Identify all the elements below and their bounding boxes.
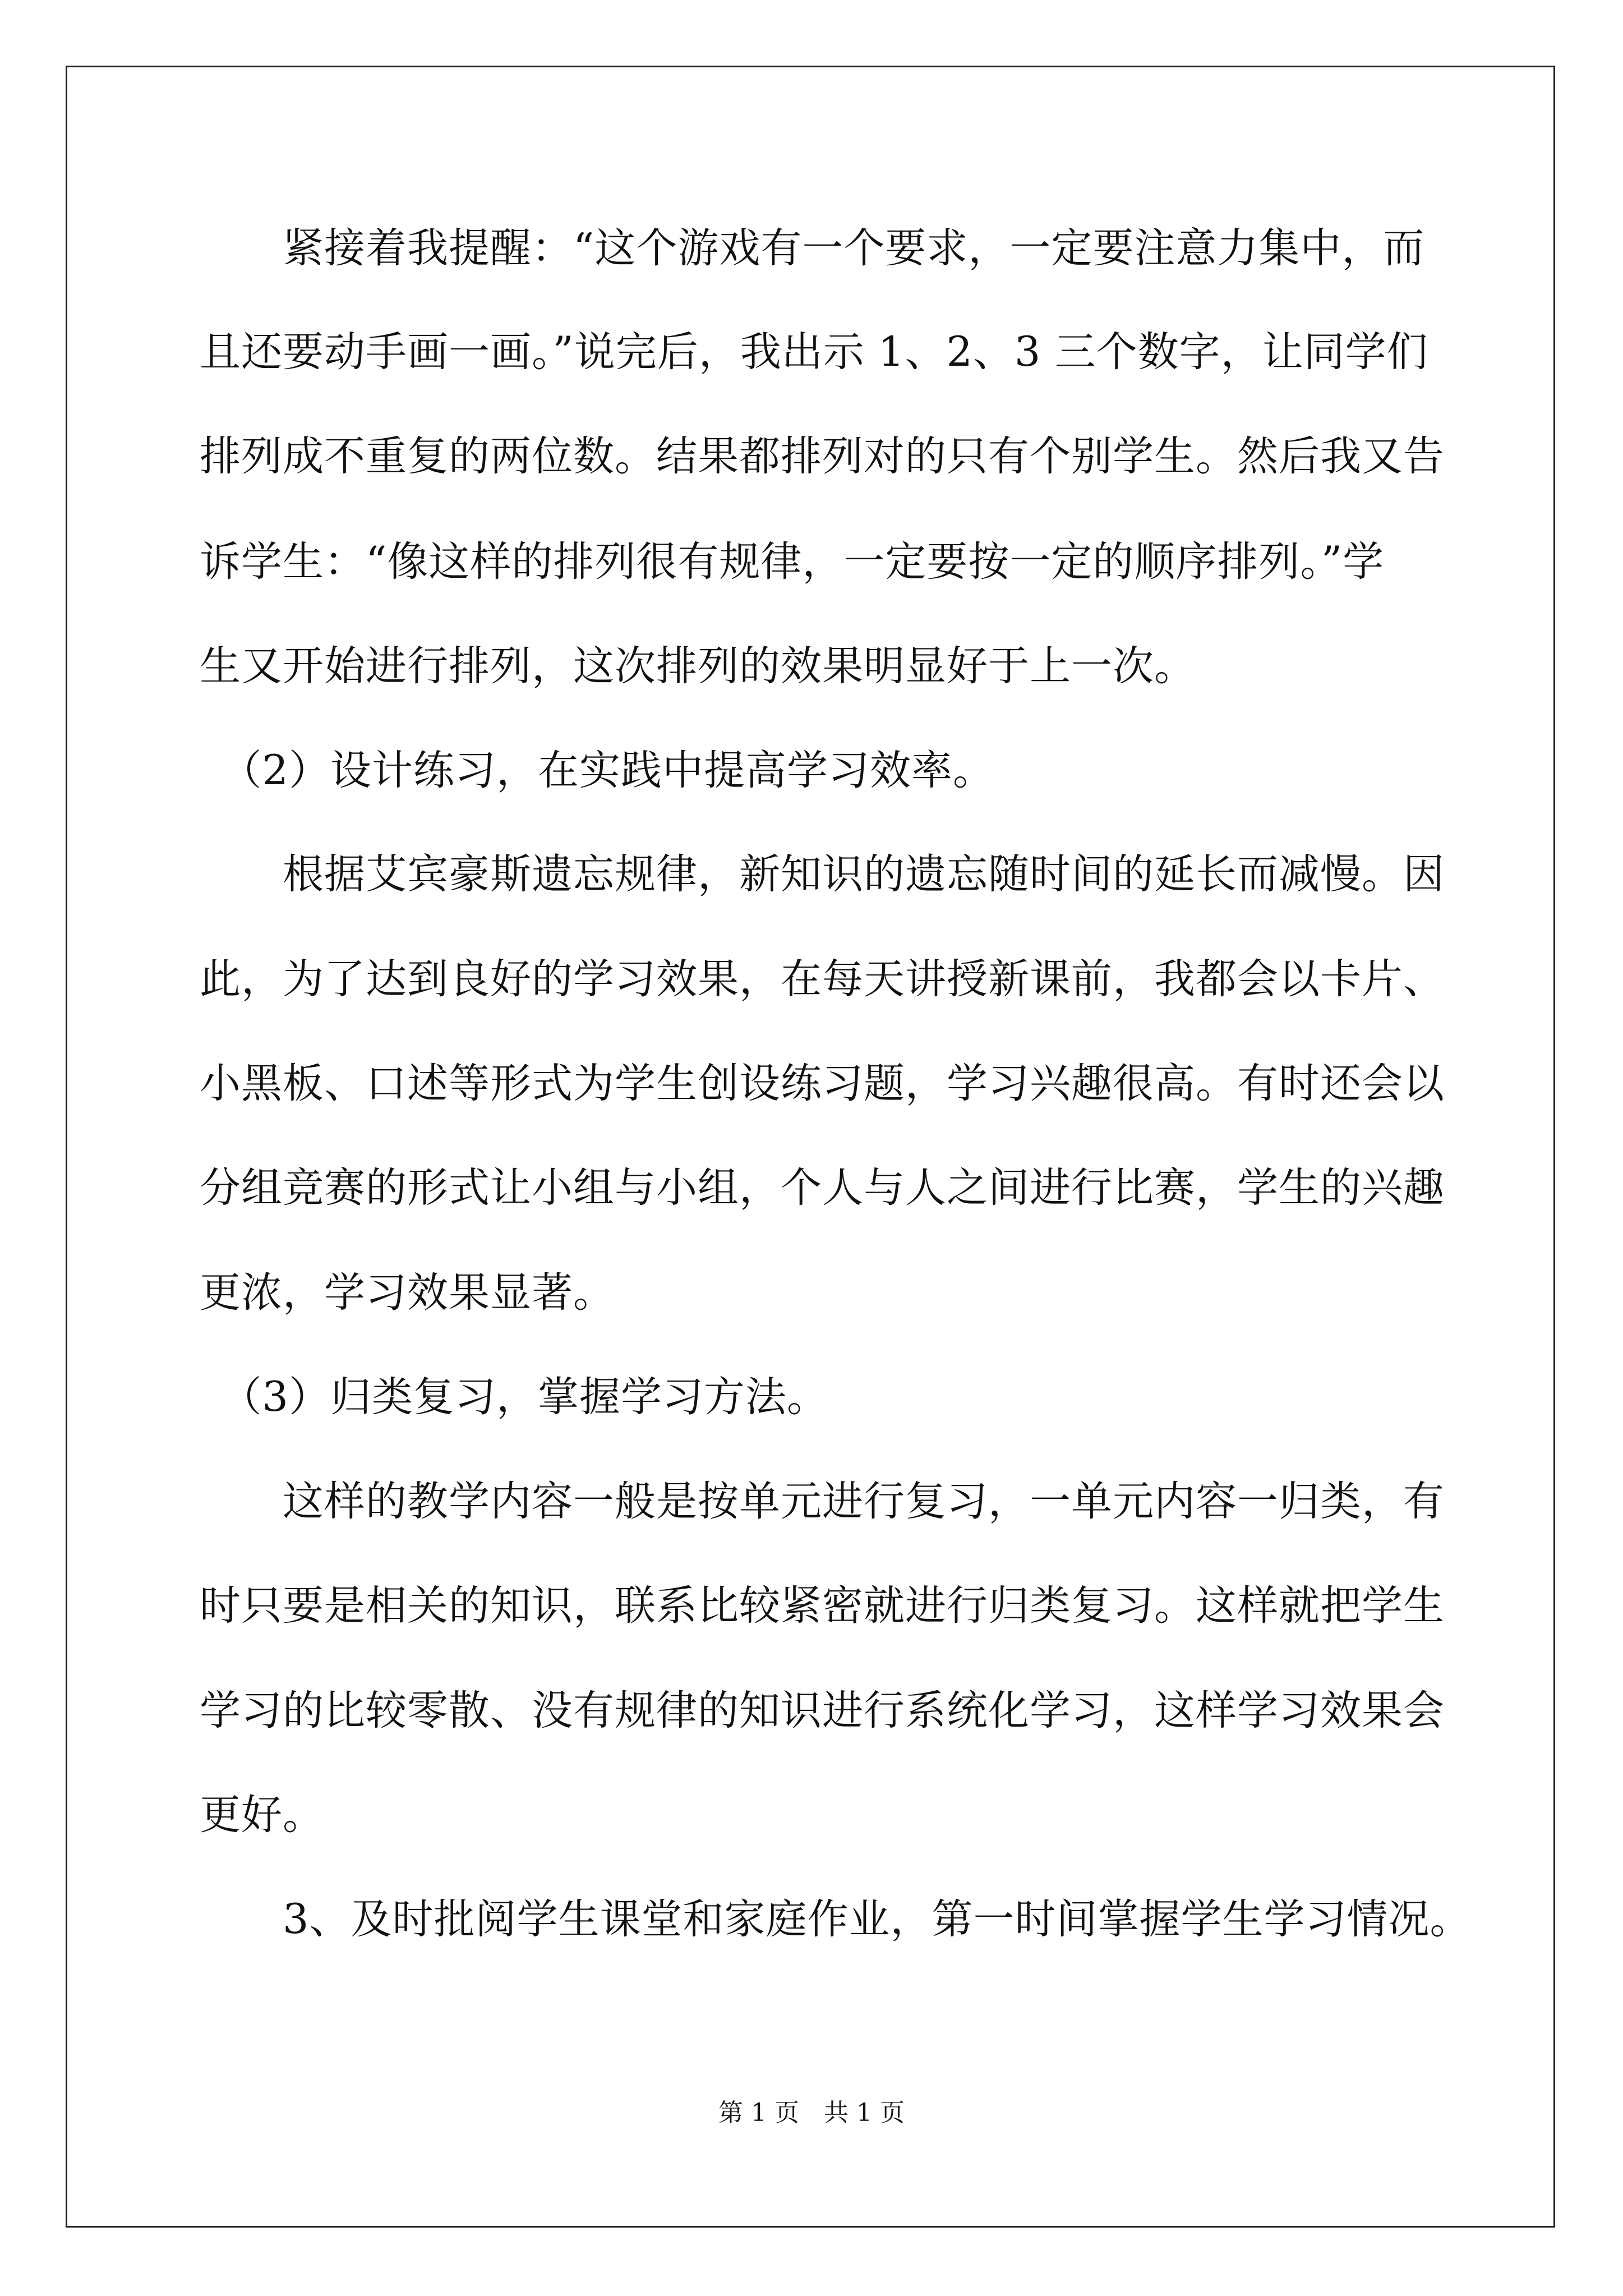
text-line: 更浓，学习效果显著。 xyxy=(200,1269,615,1317)
text-line: 排列成不重复的两位数。结果都排列对的只有个别学生。然后我又告 xyxy=(200,432,1445,480)
text-line: 诉学生：“像这样的排列很有规律，一定要按一定的顺序排列。”学 xyxy=(200,538,1385,586)
text-line: 这样的教学内容一般是按单元进行复习，一单元内容一归类，有 xyxy=(200,1478,1445,1525)
text-line: 生又开始进行排列，这次排列的效果明显好于上一次。 xyxy=(200,642,1196,690)
text-line: 3、及时批阅学生课堂和家庭作业，第一时间掌握学生学习情况。 xyxy=(200,1895,1472,1943)
text-line: 且还要动手画一画。”说完后，我出示 1、2、3 三个数字，让同学们 xyxy=(200,328,1428,376)
page-number-footer: 第 1 页 共 1 页 xyxy=(718,2099,905,2127)
text-line: 更好。 xyxy=(200,1791,324,1839)
text-line: 根据艾宾豪斯遗忘规律，新知识的遗忘随时间的延长而减慢。因 xyxy=(200,850,1445,898)
text-line: 时只要是相关的知识，联系比较紧密就进行归类复习。这样就把学生 xyxy=(200,1582,1445,1630)
text-line: 学习的比较零散、没有规律的知识进行系统化学习，这样学习效果会 xyxy=(200,1687,1445,1734)
text-line: 此，为了达到良好的学习效果，在每天讲授新课前，我都会以卡片、 xyxy=(200,955,1445,1003)
section-heading: （2）设计练习，在实践中提高学习效率。 xyxy=(200,747,994,794)
text-line: 小黑板、口述等形式为学生创设练习题，学习兴趣很高。有时还会以 xyxy=(200,1060,1445,1107)
text-line: 紧接着我提醒：“这个游戏有一个要求，一定要注意力集中，而 xyxy=(200,224,1425,272)
section-heading: （3）归类复习，掌握学习方法。 xyxy=(200,1373,828,1421)
text-line: 分组竞赛的形式让小组与小组，个人与人之间进行比赛，学生的兴趣 xyxy=(200,1164,1445,1212)
